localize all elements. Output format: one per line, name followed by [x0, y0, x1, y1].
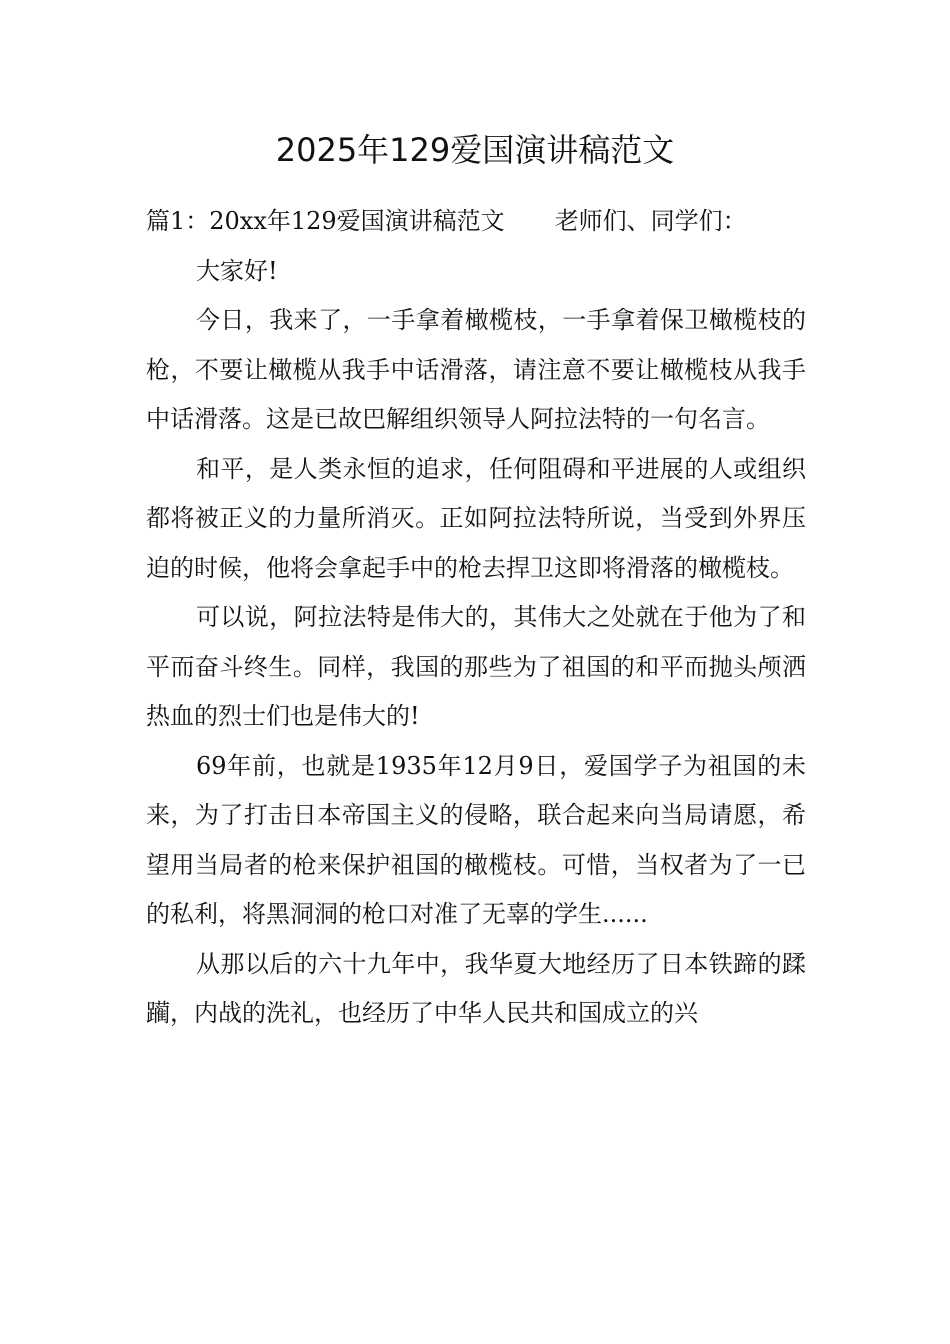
section-heading: 篇1：20xx年129爱国演讲稿范文 — [146, 207, 505, 235]
paragraph: 大家好! — [196, 256, 278, 285]
paragraph: 今日，我来了，一手拿着橄榄枝，一手拿着保卫橄榄枝的枪，不要让橄榄从我手中话滑落，请注意不要让橄榄枝从我手中话滑落。这是已故巴解组织领导人阿拉法特的一句名言。 — [146, 306, 806, 433]
paragraph: 可以说，阿拉法特是伟大的，其伟大之处就在于他为了和平而奋斗终生。同样，我国的那些为了祖国的和平而抛头颅洒热血的烈士们也是伟大的! — [146, 603, 806, 730]
spacer — [505, 197, 555, 247]
document-body — [146, 197, 806, 1039]
paragraph: 从那以后的六十九年中，我华夏大地经历了日本铁蹄的蹂躏，内战的洗礼，也经历了中华人民共和国成立的兴 — [146, 949, 806, 1027]
salutation: 老师们、同学们： — [554, 207, 747, 235]
paragraph: 69年前，也就是1935年12月9日，爱国学子为祖国的未来，为了打击日本帝国主义的侵略，联合起来向当局请愿，希望用当局者的枪来保护祖国的橄榄枝。可惜，当权者为了一已的私利，将黑洞洞的枪口对准了无辜的学生...... — [146, 751, 806, 928]
document-title: 2025年129爱国演讲稿范文 — [275, 131, 675, 169]
intro-line — [146, 197, 806, 247]
paragraph: 和平，是人类永恒的追求，任何阻碍和平进展的人或组织都将被正义的力量所消灭。正如阿拉法特所说，当受到外界压迫的时候，他将会拿起手中的枪去捍卫这即将滑落的橄榄枝。 — [146, 454, 806, 582]
